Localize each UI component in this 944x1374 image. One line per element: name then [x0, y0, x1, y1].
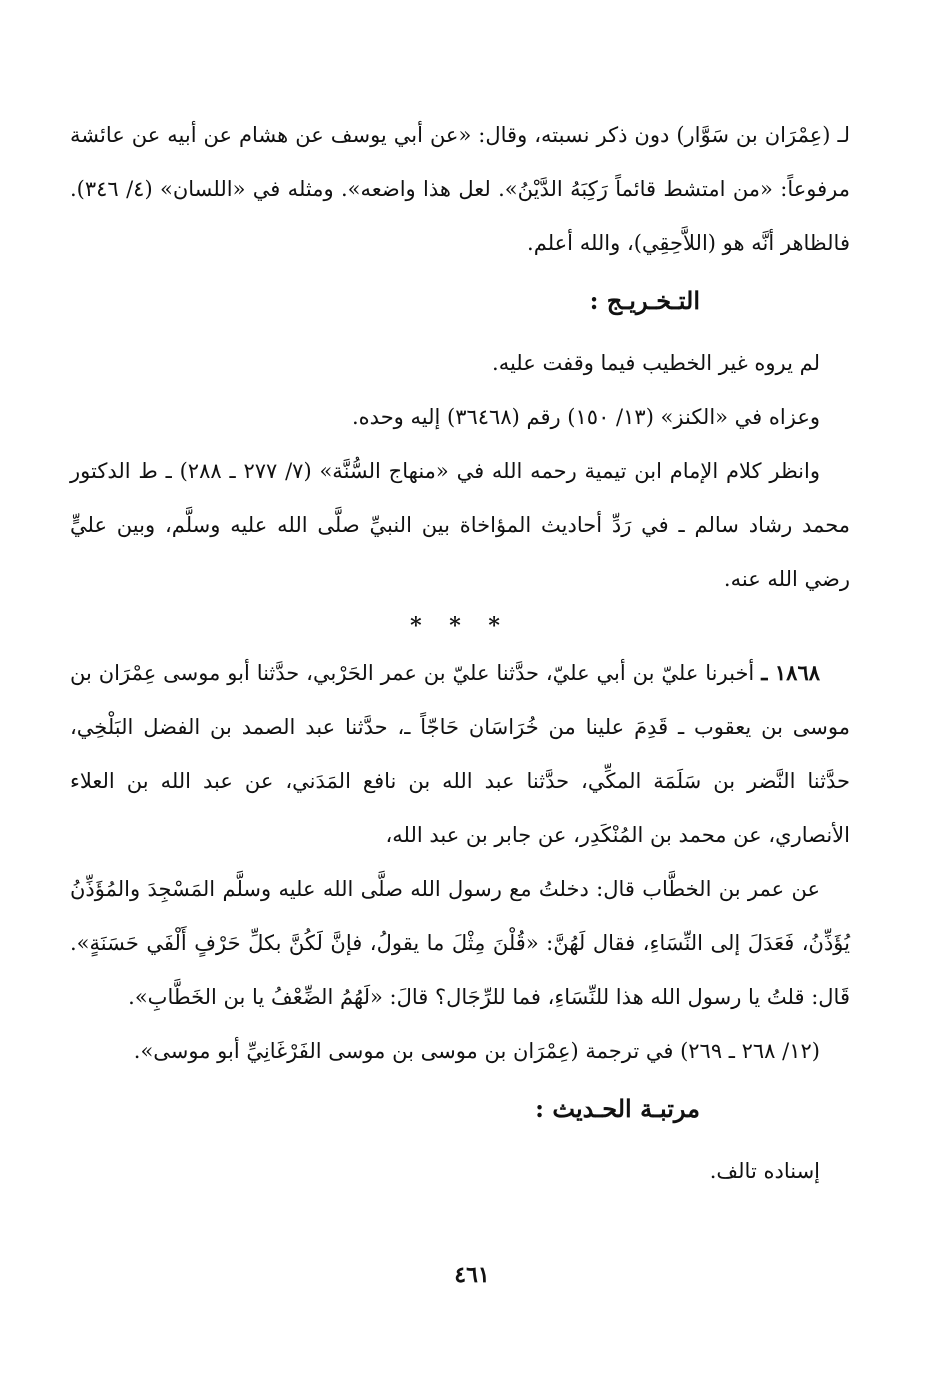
paragraph-reference: (١٢/ ٢٦٨ ـ ٢٦٩) في ترجمة (عِمْرَان بن موسى بن موسى الفَرْغَانِيِّ أبو موسى». [133, 1039, 820, 1063]
section-divider-stars: * * * [410, 613, 510, 639]
paragraph-takhrij-2: وعزاه في «الكنز» (١٣/ ١٥٠) رقم (٣٦٤٦٨) إليه وحده. [352, 405, 820, 429]
paragraph-rank: إسناده تالف. [709, 1159, 820, 1183]
paragraph-intro: لـ (عِمْرَان بن سَوَّار) دون ذكر نسبته، وقال: «عن أبي يوسف عن هشام عن أبيه عن عائشة مرفوعاً: «من امتشط قائماً رَكِبَهُ الدَّيْنُ». لعل هذا واضعه». ومثله في «اللسان» (٤/ ٣٤٦). فالظاهر أنَّه هو (اللاَّحِقِي)، والله أعلم. [70, 123, 850, 255]
hadith-chain-text: أخبرنا عليّ بن أبي عليّ، حدَّثنا عليّ بن عمر الحَرْبي، حدَّثنا أبو موسى عِمْرَان بن موسى بن يعقوب ـ قَدِمَ علينا من خُرَاسَان حَاجّاً ـ، حدَّثنا عبد الصمد بن الفضل البَلْخِي، حدَّثنا النَّضر بن سَلَمَة المكِّي، حدَّثنا عبد الله بن نافع المَدَني، عن عبد الله بن العلاء الأنصاري، عن محمد بن المُنْكَدِر، عن جابر بن عبد الله، [70, 661, 850, 847]
page-body [70, 108, 850, 1198]
heading-hadith-rank: مرتبـة الحـديث : [535, 1094, 700, 1123]
paragraph-takhrij-1: لم يروه غير الخطيب فيما وقفت عليه. [492, 351, 820, 375]
paragraph-hadith-text: عن عمر بن الخطَّاب قال: دخلتُ مع رسول الله صلَّى الله عليه وسلَّم المَسْجِدَ والمُؤَذِّنُ يُؤَذِّنُ، فَعَدَلَ إلى النِّسَاءِ، فقال لَهُنَّ: «قُلْنَ مِثْلَ ما يقولُ، فإنَّ لَكُنَّ بكلِّ حَرْفٍ أَلْفَي حَسَنَةٍ». قَال: قلتُ يا رسول الله هذا للنِّسَاءِ، فما للرِّجَال؟ قالَ: «لَهُمُ الضِّعْفُ يا بن الخَطَّابِ». [70, 877, 850, 1009]
page-number: ٤٦١ [454, 1262, 490, 1288]
hadith-number: ١٨٦٨ ـ [761, 660, 821, 685]
heading-takhrij: التـخـريـج : [589, 286, 700, 315]
paragraph-hadith-chain [70, 646, 850, 862]
paragraph-takhrij-3: وانظر كلام الإمام ابن تيمية رحمه الله في «منهاج السُّنَّة» (٧/ ٢٧٧ ـ ٢٨٨) ـ ط الدكتور محمد رشاد سالم ـ في رَدِّ أحاديث المؤاخاة بين النبيِّ صلَّى الله عليه وسلَّم، وبين عليٍّ رضي الله عنه. [70, 459, 850, 591]
